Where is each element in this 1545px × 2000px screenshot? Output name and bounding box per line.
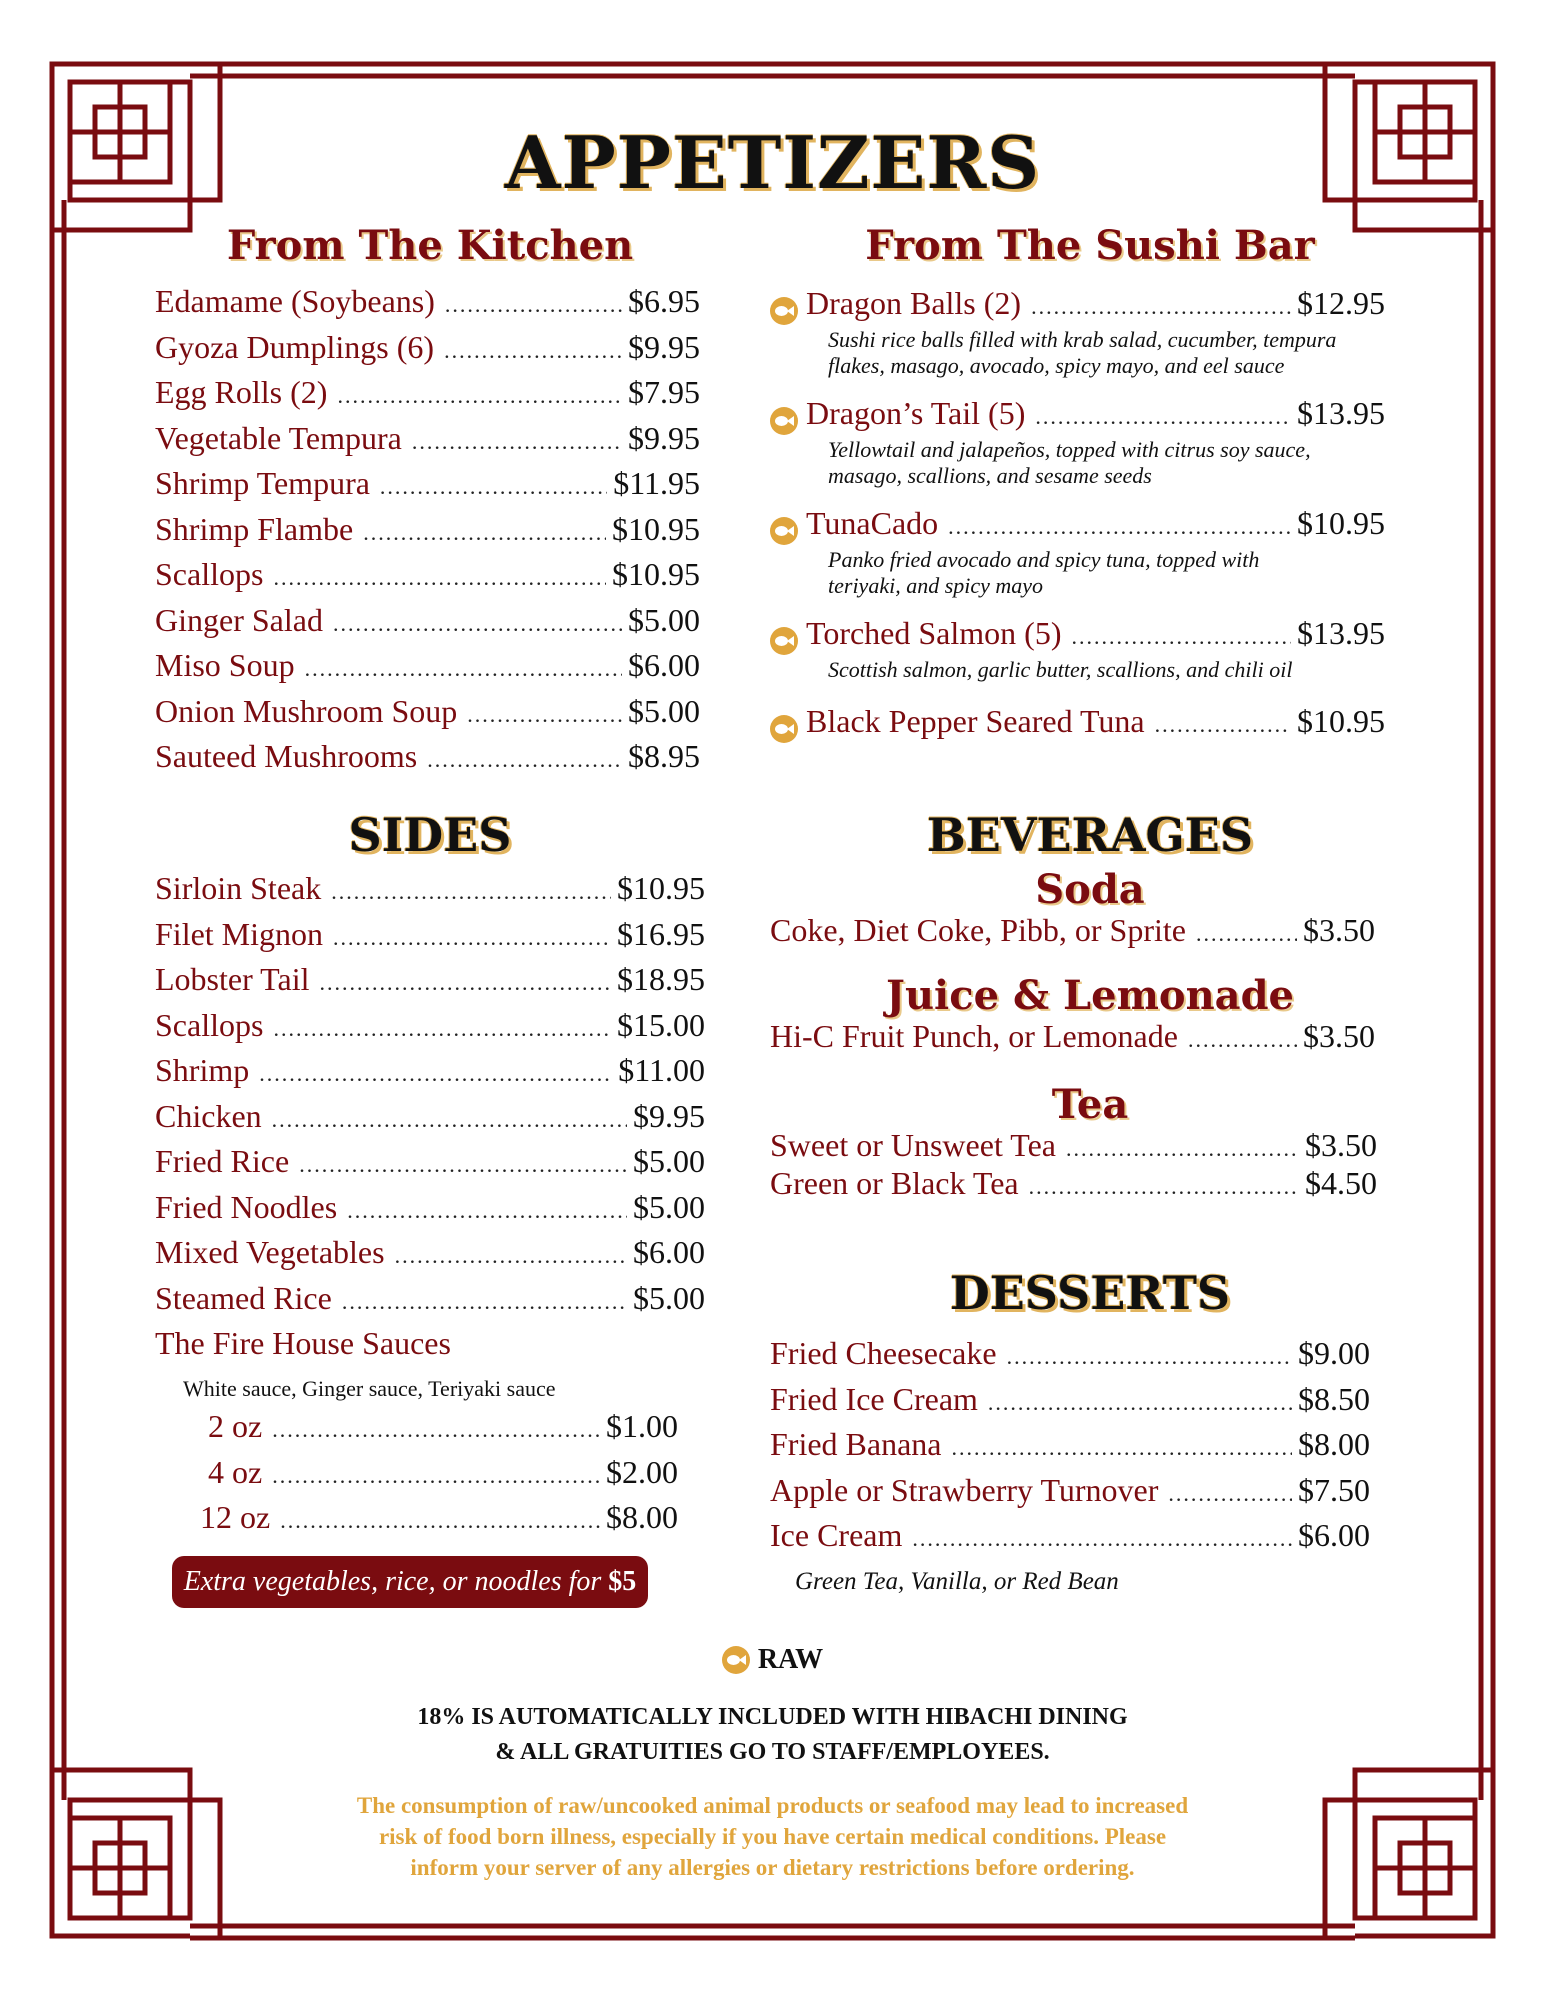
page-title: APPETIZERS <box>504 120 1041 205</box>
soda-heading: Soda <box>1035 866 1145 913</box>
list-item: Scallops ..... $15.00 <box>155 1007 705 1053</box>
list-item: 2 oz ..... $1.00 <box>200 1408 678 1454</box>
extras-banner: Extra vegetables, rice, or noodles for $5 <box>172 1556 648 1608</box>
list-item: TunaCado ..... $10.95 Panko fried avocado and spicy tuna, topped with teriyaki, and spicy mayo <box>770 505 1385 615</box>
list-item: Apple or Strawberry Turnover ..... $7.50 <box>770 1472 1370 1518</box>
fish-icon <box>722 1646 750 1674</box>
list-item: Fried Cheesecake ..... $9.00 <box>770 1335 1370 1381</box>
list-item: Fried Ice Cream ..... $8.50 <box>770 1381 1370 1427</box>
list-item: Dragon Balls (2) ..... $12.95 Sushi rice balls filled with krab salad, cucumber, tempura flakes, masago, avocado, spicy mayo, and eel sauce <box>770 285 1385 395</box>
list-item: Gyoza Dumplings (6) ..... $9.95 <box>155 329 700 375</box>
list-item: Miso Soup ..... $6.00 <box>155 647 700 693</box>
fish-icon <box>770 715 798 743</box>
sauces-description: White sauce, Ginger sauce, Teriyaki sauce <box>183 1376 556 1401</box>
list-item: Coke, Diet Coke, Pibb, or Sprite ..... $3.50 <box>770 912 1375 958</box>
list-item: 12 oz ..... $8.00 <box>200 1499 678 1545</box>
desserts-list <box>770 1335 1370 1563</box>
list-item: Shrimp Tempura ..... $11.95 <box>155 465 700 511</box>
sides-list <box>155 870 705 1371</box>
list-item: Fried Noodles ..... $5.00 <box>155 1189 705 1235</box>
sides-heading: SIDES <box>348 808 512 862</box>
list-item: Edamame (Soybeans) ..... $6.95 <box>155 283 700 329</box>
list-item: Egg Rolls (2) ..... $7.95 <box>155 374 700 420</box>
juice-list <box>770 1018 1375 1064</box>
list-item: Green or Black Tea ..... $4.50 <box>770 1165 1377 1203</box>
raw-legend: RAW <box>0 1640 1545 1676</box>
list-item: Mixed Vegetables ..... $6.00 <box>155 1234 705 1280</box>
beverages-heading: BEVERAGES <box>926 808 1254 862</box>
list-item: Ginger Salad ..... $5.00 <box>155 602 700 648</box>
list-item: Fried Banana ..... $8.00 <box>770 1426 1370 1472</box>
gratuity-notice: 18% IS AUTOMATICALLY INCLUDED WITH HIBACHI DINING & ALL GRATUITIES GO TO STAFF/EMPLOYEES. <box>417 1704 1128 1765</box>
list-item: Onion Mushroom Soup ..... $5.00 <box>155 693 700 739</box>
sushi-list <box>770 285 1385 753</box>
list-item: Black Pepper Seared Tuna ..... $10.95 <box>770 703 1385 753</box>
tea-list <box>770 1127 1377 1203</box>
list-item: Sauteed Mushrooms ..... $8.95 <box>155 738 700 784</box>
desserts-heading: DESSERTS <box>949 1266 1231 1320</box>
list-item: Vegetable Tempura ..... $9.95 <box>155 420 700 466</box>
juice-heading: Juice & Lemonade <box>886 972 1294 1019</box>
fish-icon <box>770 517 798 545</box>
fish-icon <box>770 297 798 325</box>
soda-list <box>770 912 1375 958</box>
sushi-heading: From The Sushi Bar <box>865 222 1315 269</box>
list-item: Chicken ..... $9.95 <box>155 1098 705 1144</box>
kitchen-list <box>155 283 700 784</box>
list-item: Fried Rice ..... $5.00 <box>155 1143 705 1189</box>
sauce-sizes-list <box>200 1408 678 1545</box>
fish-icon <box>770 627 798 655</box>
list-item: Steamed Rice ..... $5.00 <box>155 1280 705 1326</box>
list-item: Dragon’s Tail (5) ..... $13.95 Yellowtail and jalapeños, topped with citrus soy sauce, masago, scallions, and sesame seeds <box>770 395 1385 505</box>
sauces-title: The Fire House Sauces <box>155 1325 451 1361</box>
ice-cream-flavors: Green Tea, Vanilla, or Red Bean <box>795 1568 1119 1595</box>
list-item: Ice Cream ..... $6.00 <box>770 1517 1370 1563</box>
list-item: Sirloin Steak ..... $10.95 <box>155 870 705 916</box>
fish-icon <box>770 407 798 435</box>
list-item: Lobster Tail ..... $18.95 <box>155 961 705 1007</box>
list-item: Torched Salmon (5) ..... $13.95 Scottish salmon, garlic butter, scallions, and chili oil <box>770 615 1385 703</box>
kitchen-heading: From The Kitchen <box>226 222 634 269</box>
list-item: 4 oz ..... $2.00 <box>200 1454 678 1500</box>
list-item: Filet Mignon ..... $16.95 <box>155 916 705 962</box>
tea-heading: Tea <box>1051 1081 1129 1128</box>
list-item: Sweet or Unsweet Tea ..... $3.50 <box>770 1127 1377 1165</box>
list-item: Shrimp ..... $11.00 <box>155 1052 705 1098</box>
list-item: Scallops ..... $10.95 <box>155 556 700 602</box>
list-item: Hi-C Fruit Punch, or Lemonade ..... $3.50 <box>770 1018 1375 1064</box>
list-item: Shrimp Flambe ..... $10.95 <box>155 511 700 557</box>
consumption-warning: The consumption of raw/uncooked animal products or seafood may lead to increased risk of food born illness, especially if you have certain medical conditions. Please inform your server of any allergies or dietary restrictions before ordering. <box>356 1793 1189 1880</box>
